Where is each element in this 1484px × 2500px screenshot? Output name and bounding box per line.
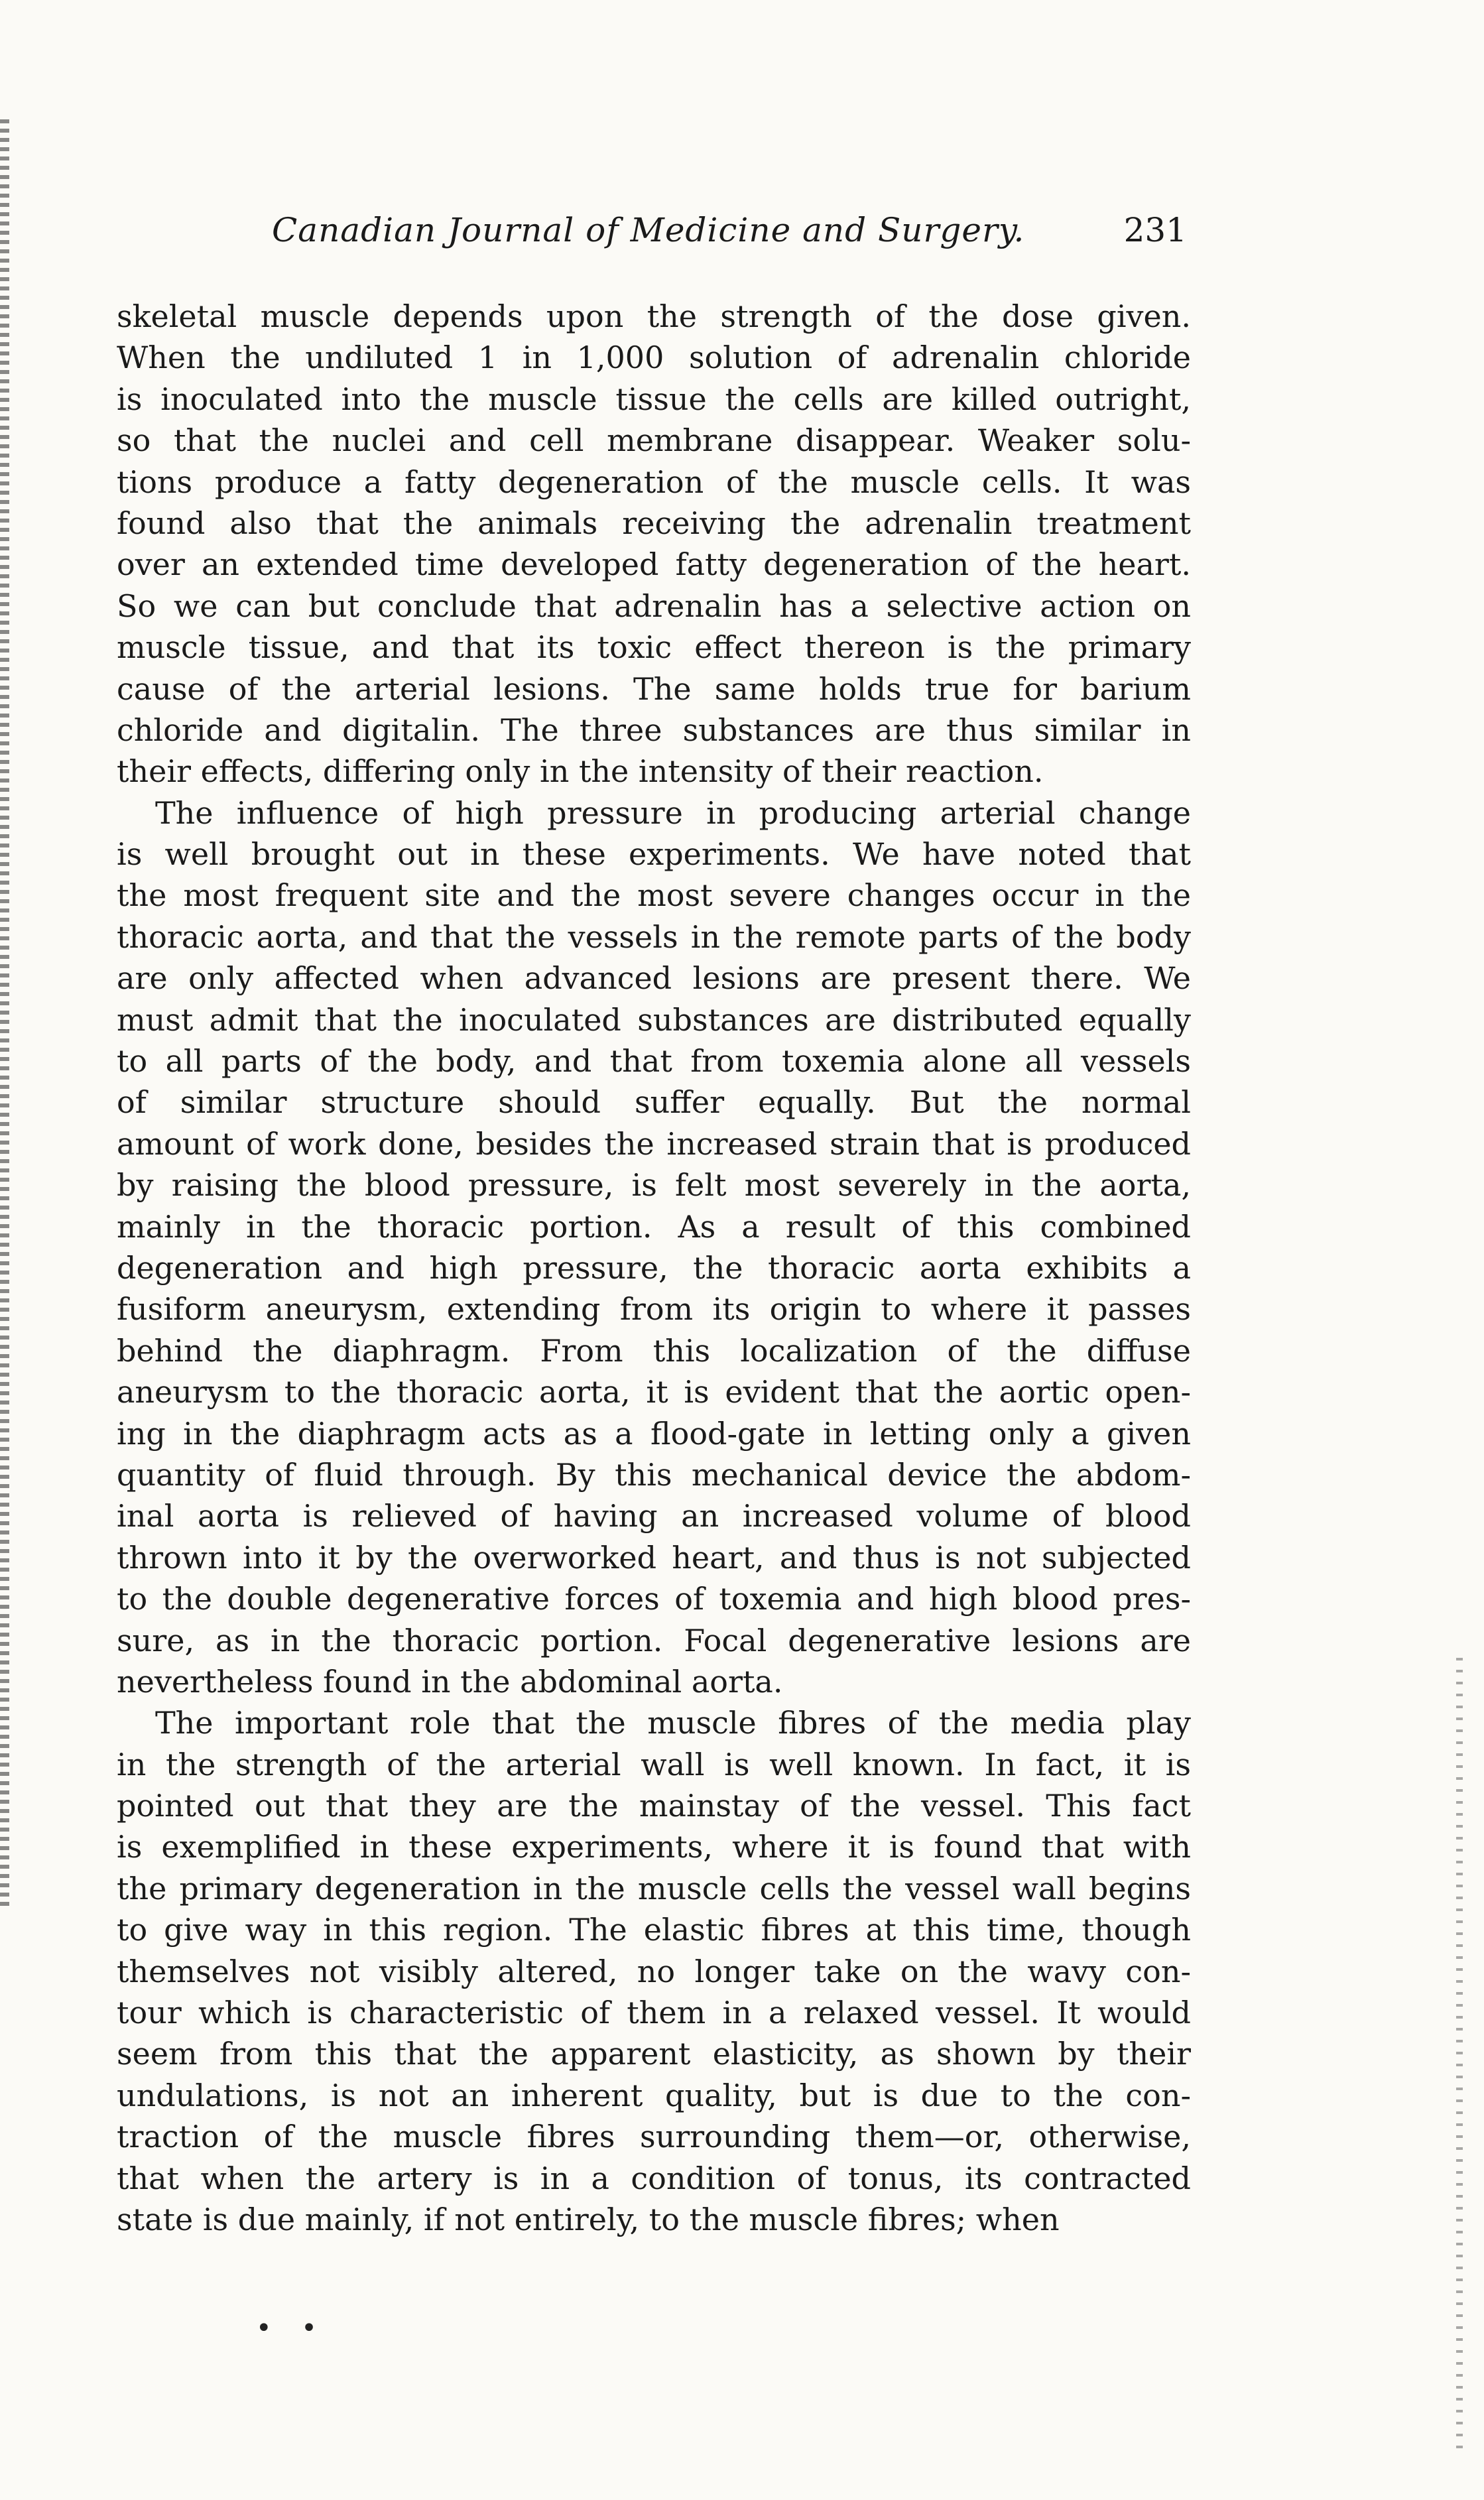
text-line: skeletal muscle depends upon the strength of the dose given.: [117, 298, 1191, 334]
text-line: inal aorta is relieved of having an increased volume of blood: [117, 1498, 1191, 1534]
text-line: mainly in the thoracic portion. As a result of this combined: [117, 1208, 1191, 1245]
text-line: thrown into it by the overworked heart, and thus is not subjected: [117, 1539, 1191, 1576]
text-line: fusiform aneurysm, extending from its origin to where it passes: [117, 1291, 1191, 1328]
text-line: cause of the arterial lesions. The same holds true for barium: [117, 670, 1191, 707]
text-line: undulations, is not an inherent quality, but is due to the con-: [117, 2077, 1191, 2113]
text-line: found also that the animals receiving the adrenalin treatment: [117, 505, 1191, 541]
scan-binding-edge: [0, 119, 9, 1910]
text-line: pointed out that they are the mainstay of the vessel. This fact: [117, 1788, 1191, 1824]
text-line: chloride and digitalin. The three substances are thus similar in: [117, 712, 1191, 748]
text-line: When the undiluted 1 in 1,000 solution of adrenalin chloride: [117, 340, 1191, 376]
text-line: over an extended time developed fatty degeneration of the heart.: [117, 546, 1191, 583]
text-line: is exemplified in these experiments, where it is found that with: [117, 1829, 1191, 1865]
text-line: behind the diaphragm. From this localization of the diffuse: [117, 1332, 1191, 1369]
text-line: to give way in this region. The elastic fibres at this time, though: [117, 1912, 1191, 1948]
scan-right-edge-noise: [1456, 1658, 1463, 2454]
text-line: that when the artery is in a condition of tonus, its contracted: [117, 2160, 1191, 2196]
text-line: The important role that the muscle fibres of the media play: [155, 1705, 1191, 1741]
text-line: state is due mainly, if not entirely, to the muscle fibres; when: [117, 2201, 1060, 2237]
text-line: degeneration and high pressure, the thoracic aorta exhibits a: [117, 1249, 1191, 1286]
page-header: [272, 211, 1187, 264]
text-line: tions produce a fatty degeneration of the muscle cells. It was: [117, 464, 1191, 500]
text-line: amount of work done, besides the increased strain that is produced: [117, 1125, 1191, 1162]
text-line: muscle tissue, and that its toxic effect thereon is the primary: [117, 629, 1191, 666]
text-line: The influence of high pressure in producing arterial change: [155, 794, 1191, 831]
text-line: the primary degeneration in the muscle cells the vessel wall begins: [117, 1870, 1191, 1906]
text-line: seem from this that the apparent elasticity, as shown by their: [117, 2036, 1191, 2072]
text-line: nevertheless found in the abdominal aorta.: [117, 1663, 783, 1700]
text-line: aneurysm to the thoracic aorta, it is evident that the aortic open-: [117, 1374, 1191, 1410]
text-line: in the strength of the arterial wall is well known. In fact, it is: [117, 1746, 1191, 1782]
text-line: So we can but conclude that adrenalin has a selective action on: [117, 588, 1191, 624]
text-line: tour which is characteristic of them in a relaxed vessel. It would: [117, 1995, 1191, 2031]
text-line: is well brought out in these experiments. We have noted that: [117, 836, 1191, 873]
text-line: the most frequent site and the most severe changes occur in the: [117, 877, 1191, 914]
text-line: quantity of fluid through. By this mechanical device the abdom-: [117, 1456, 1191, 1493]
text-line: must admit that the inoculated substances are distributed equally: [117, 1001, 1191, 1038]
text-line: themselves not visibly altered, no longer take on the wavy con-: [117, 1953, 1191, 1989]
paragraph: [117, 792, 1191, 1703]
text-line: so that the nuclei and cell membrane disappear. Weaker solu-: [117, 422, 1191, 459]
text-line: of similar structure should suffer equally. But the normal: [117, 1084, 1191, 1121]
paragraph: [117, 1702, 1191, 2240]
text-line: to all parts of the body, and that from toxemia alone all vessels: [117, 1043, 1191, 1080]
text-line: to the double degenerative forces of toxemia and high blood pres-: [117, 1581, 1191, 1617]
text-line: thoracic aorta, and that the vessels in the remote parts of the body: [117, 918, 1191, 955]
running-head: Canadian Journal of Medicine and Surgery.: [272, 211, 1025, 249]
body-text: [117, 296, 1191, 2237]
text-line: is inoculated into the muscle tissue the cells are killed outright,: [117, 381, 1191, 417]
page-number: 231: [1123, 211, 1187, 249]
text-line: are only affected when advanced lesions are present there. We: [117, 960, 1191, 997]
text-line: their effects, differing only in the intensity of their reaction.: [117, 753, 1044, 790]
text-line: sure, as in the thoracic portion. Focal degenerative lesions are: [117, 1622, 1191, 1658]
text-line: ing in the diaphragm acts as a flood-gate in letting only a given: [117, 1415, 1191, 1452]
text-line: by raising the blood pressure, is felt most severely in the aorta,: [117, 1167, 1191, 1204]
stray-print-marks: • •: [256, 2313, 328, 2344]
paragraph: [117, 296, 1191, 792]
text-line: traction of the muscle fibres surrounding them—or, otherwise,: [117, 2119, 1191, 2155]
